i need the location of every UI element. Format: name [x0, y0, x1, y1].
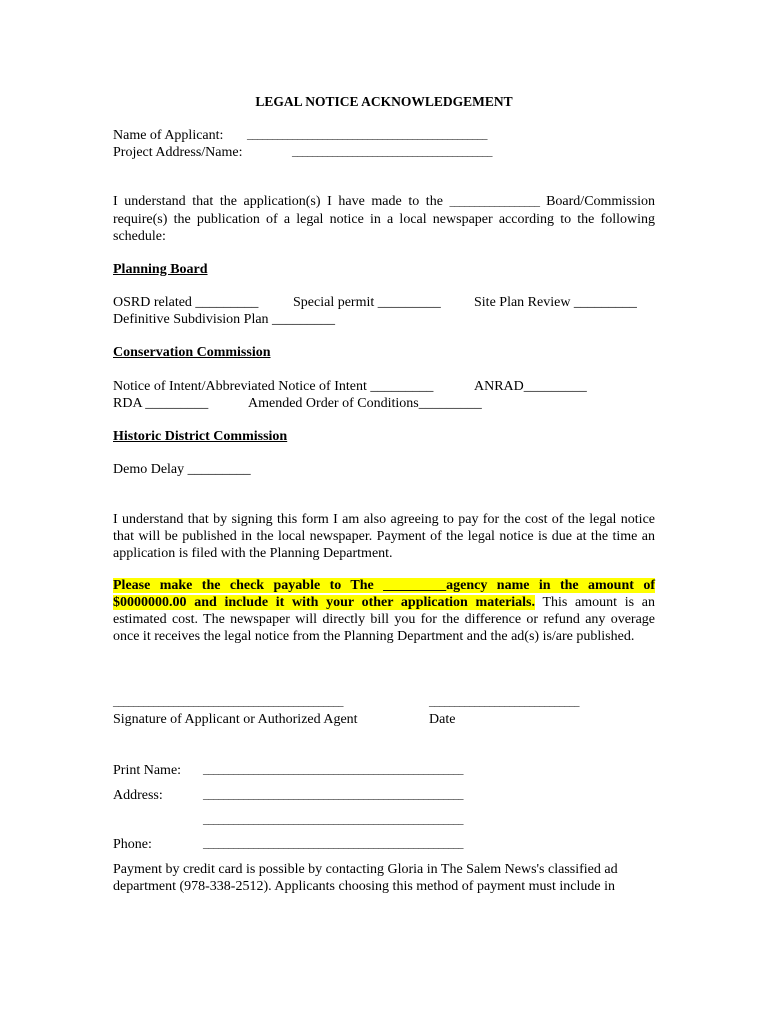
check-highlight: Please make the check payable to The _________agency name in the amount of $0000000.00 and include it with your other application materials. [113, 578, 655, 610]
address-label: Address: [113, 788, 163, 803]
rda: RDA _________ [113, 396, 209, 411]
date-line[interactable]: ______________________________ [429, 696, 579, 708]
amended-order-of-conditions: Amended Order of Conditions_________ [248, 396, 482, 411]
intro-text: I understand that the application(s) I have made to the [113, 194, 450, 209]
check-paragraph [113, 577, 655, 645]
project-address-label: Project Address/Name: [113, 145, 243, 160]
project-address-blank[interactable]: ________________________________________ [292, 146, 492, 158]
osrd-related: OSRD related _________ [113, 295, 259, 310]
definitive-subdivision-plan: Definitive Subdivision Plan _________ [113, 312, 336, 327]
page-title: LEGAL NOTICE ACKNOWLEDGEMENT [255, 94, 513, 109]
applicant-name-blank[interactable]: ________________________________________________ [247, 129, 487, 141]
conservation-commission-heading: Conservation Commission [113, 345, 271, 360]
historic-district-heading: Historic District Commission [113, 429, 288, 444]
print-name-label: Print Name: [113, 763, 182, 778]
payment-paragraph: I understand that by signing this form I am also agreeing to pay for the cost of the legal notice that will be published in the local newspaper. Payment of the legal notice is due at the time an application is filed with the Planning Department. [113, 512, 655, 561]
phone-blank[interactable]: ____________________________________________________ [203, 838, 463, 850]
credit-card-line-2: department (978-338-2512). Applicants choosing this method of payment must include in [113, 879, 615, 894]
credit-card-line-1: Payment by credit card is possible by contacting Gloria in The Salem News's classified ad [113, 862, 618, 877]
date-label: Date [429, 712, 456, 727]
print-name-blank[interactable]: ____________________________________________________ [203, 764, 463, 776]
demo-delay: Demo Delay _________ [113, 462, 251, 477]
site-plan-review: Site Plan Review _________ [474, 295, 637, 310]
applicant-name-label: Name of Applicant: [113, 128, 224, 143]
address-blank-2[interactable]: ____________________________________________________ [203, 814, 463, 826]
intro-text-2: Board/Commission require(s) the publication of a legal notice in a local newspaper according to the following schedule: [113, 194, 655, 244]
signature-label: Signature of Applicant or Authorized Agent [113, 712, 358, 727]
notice-of-intent: Notice of Intent/Abbreviated Notice of Intent _________ [113, 379, 434, 394]
board-blank[interactable]: __________________ [449, 196, 540, 208]
phone-label: Phone: [113, 837, 152, 852]
intro-paragraph [113, 193, 655, 245]
planning-board-heading: Planning Board [113, 262, 208, 277]
check-rest: This amount is an estimated cost. The newspaper will directly bill you for the difference or refund any overage once it receives the legal notice from the Planning Department and the ad(s) is/are published. [113, 595, 656, 644]
address-blank[interactable]: ____________________________________________________ [203, 789, 463, 801]
special-permit: Special permit _________ [293, 295, 441, 310]
signature-line[interactable]: ______________________________________________ [113, 696, 343, 708]
anrad: ANRAD_________ [474, 379, 587, 394]
